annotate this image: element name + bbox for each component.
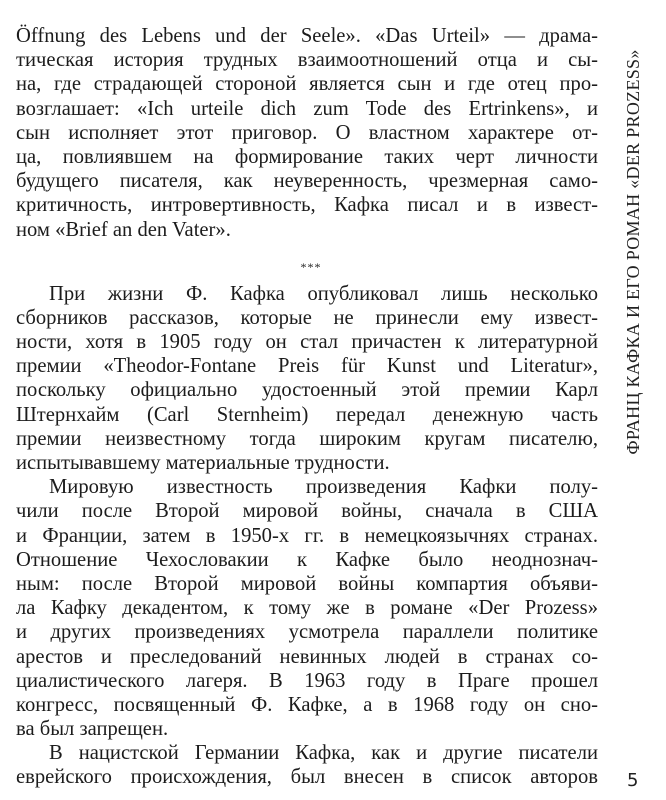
text-line: При жизни Ф. Кафка опубликовал лишь несколько	[49, 282, 598, 305]
page-body	[16, 24, 598, 790]
paragraph-4	[16, 741, 598, 789]
text-line: и Франции, затем в 1950-х гг. в немецкоязычнях странах.	[16, 524, 598, 547]
paragraph-1	[16, 24, 598, 242]
text-line: испытывавшему материальные трудности.	[16, 452, 390, 474]
text-line: Штернхайм (Carl Sternheim) передал денежную часть	[16, 403, 598, 426]
text-line: ном «Brief an den Vater».	[16, 218, 231, 241]
paragraph-2	[16, 282, 598, 476]
text-line: критичность, интровертивность, Кафка писал и в извест-	[16, 194, 598, 217]
text-line: Öffnung des Lebens und der Seele». «Das Urteil» — драма-	[16, 25, 598, 47]
text-line: на, где страдающей стороной является сын и где отец про-	[16, 73, 598, 96]
section-separator: ***	[300, 259, 322, 274]
text-line: премии неизвестному тогда широким кругам писателю,	[16, 427, 598, 450]
paragraph-3	[16, 475, 598, 741]
text-line: ности, хотя в 1905 году он стал причастен к литературной	[16, 331, 598, 354]
running-head: ФРАНЦ КАФКА И ЕГО РОМАН «DER PROZESS»	[623, 49, 643, 455]
page-number: 5	[627, 770, 639, 791]
text-line: ным: после Второй мировой войны компартия объяви-	[16, 572, 598, 595]
text-line: В нацистской Германии Кафка, как и другие писатели	[49, 742, 598, 765]
text-line: и других произведениях усмотрела параллели политике	[16, 621, 598, 644]
text-line: еврейского происхождения, был внесен в список авторов	[16, 766, 598, 789]
text-line: ца, повлиявшем на формирование таких черт личности	[16, 145, 598, 168]
text-line: сборников рассказов, которые не принесли ему извест-	[16, 306, 598, 329]
text-line: возглашает: «Ich urteile dich zum Tode des Ertrinkens», и	[16, 97, 598, 120]
text-line: будущего писателя, как неуверенность, чрезмерная само-	[16, 170, 598, 193]
text-line: тическая история трудных взаимоотношений отца и сы-	[16, 49, 598, 72]
text-line: Мировую известность произведения Кафки полу-	[49, 476, 598, 499]
text-line: чили после Второй мировой войны, сначала в США	[16, 500, 598, 523]
text-line: премии «Theodor-Fontane Preis für Kunst und Literatur»,	[16, 355, 598, 378]
text-line: циалистического лагеря. В 1963 году в Праге прошел	[16, 669, 598, 692]
text-line: ва был запрещен.	[16, 718, 169, 741]
text-line: конгресс, посвященный Ф. Кафке, а в 1968 году он сно-	[16, 693, 598, 716]
text-line: арестов и преследований невинных людей в странах со-	[16, 645, 598, 668]
text-line: ла Кафку декадентом, к тому же в романе «Der Prozess»	[16, 597, 598, 620]
text-line: поскольку официально удостоенный этой премии Карл	[16, 379, 598, 402]
text-line: сын исполняет этот приговор. О властном характере от-	[16, 121, 598, 144]
text-line: Отношение Чехословакии к Кафке было неоднознач-	[16, 548, 598, 571]
